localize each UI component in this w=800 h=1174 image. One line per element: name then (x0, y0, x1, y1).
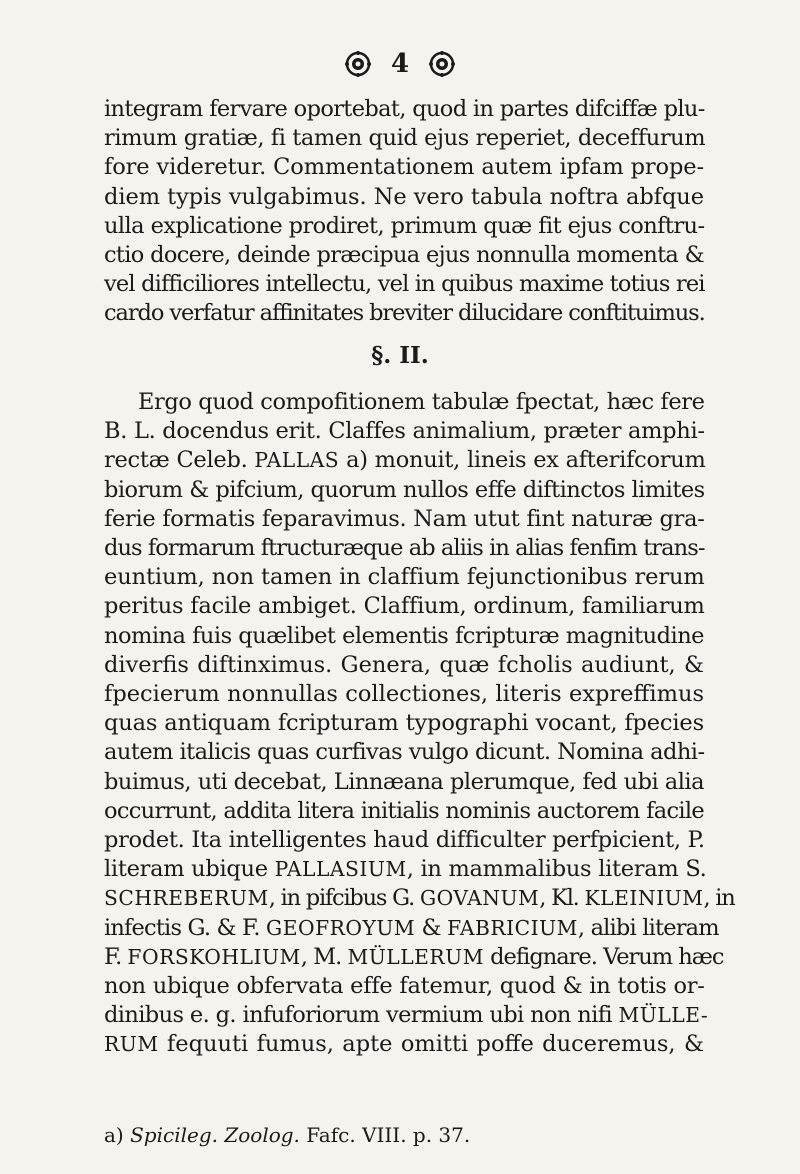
line-text (104, 855, 707, 884)
text-segment: , alibi literam (577, 914, 719, 941)
author-name: GOVANUM (419, 886, 540, 911)
text-line (104, 855, 707, 884)
text-line (104, 446, 704, 475)
paragraph-main (104, 388, 735, 1060)
text-segment: , Kl. (539, 885, 585, 912)
text-line (104, 943, 724, 972)
line-text: B. L. docendus erit. Claffes animalium, præter amphi- (104, 418, 705, 445)
text-line (104, 299, 704, 328)
footnote (104, 1123, 470, 1147)
text-line (104, 241, 704, 270)
line-text: ferie formatis feparavimus. Nam utut fint naturæ gra- (104, 505, 705, 532)
line-text: prodet. Ita intelligentes haud difficulter perfpicient, P. (104, 827, 705, 854)
text-line (104, 1030, 704, 1059)
text-line (104, 768, 704, 797)
text-line (104, 153, 704, 182)
text-segment: , in mammalibus literam S. (406, 856, 707, 883)
text-segment: a) monuit, lineis ex afterifcorum (339, 447, 706, 474)
line-text: peritus facile ambiget. Claffium, ordinum, familiarum (104, 593, 705, 620)
line-text: cardo verfatur affinitates breviter dilucidare conftituimus. (104, 300, 705, 327)
text-segment: defignare. Verum hæc (483, 943, 724, 970)
line-text: fore videretur. Commentationem autem ipfam prope- (104, 154, 704, 181)
text-segment: , in pifcibus G. (268, 885, 420, 912)
line-text: non ubique obfervata effe fatemur, quod & in totis or- (104, 973, 705, 1000)
line-text: diverfis diftinximus. Genera, quæ fcholis audiunt, & (104, 651, 704, 678)
line-text (104, 1030, 704, 1059)
author-name: KLEINIUM (584, 886, 704, 911)
line-text: fpecierum nonnullas collectiones, literis expreffimus (104, 681, 704, 708)
line-text: nomina fuis quælibet elementis fcripturæ magnitudine (104, 622, 704, 649)
line-text (104, 943, 724, 972)
line-text (104, 446, 706, 475)
text-segment: fequuti fumus, apte omitti poffe duceremus, & (158, 1031, 704, 1058)
text-segment: literam ubique (104, 856, 275, 883)
text-segment: infectis G. & F. (104, 914, 267, 941)
text-line (104, 972, 704, 1001)
text-line (104, 95, 704, 124)
line-text: rimum gratiæ, fi tamen quid ejus reperiet, deceffurum (104, 125, 706, 152)
line-text: euntium, non tamen in claffium fejunctionibus rerum (104, 564, 705, 591)
left-ornament-icon (345, 51, 371, 77)
text-line (104, 417, 704, 446)
author-name: MÜLLERUM (347, 944, 484, 969)
text-line (104, 651, 704, 680)
author-name: SCHREBERUM (104, 886, 269, 911)
line-text: biorum & pifcium, quorum nullos effe diftinctos limites (104, 476, 705, 503)
footnote-marker: a) (104, 1123, 124, 1147)
line-text: ctio docere, deinde præcipua ejus nonnulla momenta & (104, 242, 704, 269)
footnote-source: Spicileg. Zoolog. (130, 1123, 300, 1147)
author-name: PALLAS (254, 448, 340, 473)
text-segment: rectæ Celeb. (104, 447, 255, 474)
line-text: dus formarum ftructuræque ab aliis in alias fenfim trans- (104, 535, 705, 562)
author-name: RUM (104, 1032, 159, 1057)
text-line (104, 680, 704, 709)
text-line (104, 709, 704, 738)
footnote-reference: Fafc. VIII. p. 37. (306, 1123, 471, 1147)
text-line (104, 592, 704, 621)
text-line (104, 476, 704, 505)
text-line (104, 563, 704, 592)
section-heading: §. II. (371, 342, 429, 369)
text-line (104, 124, 704, 153)
text-segment: & (415, 914, 448, 941)
author-name: FABRICIUM (447, 915, 578, 940)
author-name: FORSKOHLIUM (127, 944, 301, 969)
text-line (104, 797, 704, 826)
line-text: ulla explicatione prodiret, primum quæ fit ejus conftru- (104, 212, 705, 239)
line-text: occurrunt, addita litera initialis nominis auctorem facile (104, 797, 704, 824)
text-line (104, 270, 704, 299)
text-line (104, 1001, 709, 1030)
author-name: PALLASIUM (274, 857, 407, 882)
line-text: autem italicis quas curfivas vulgo dicunt. Nomina adhi- (104, 739, 705, 766)
text-segment: dinibus e. g. infuforiorum vermium ubi non nifi (104, 1002, 619, 1029)
line-text (104, 914, 719, 943)
text-line (104, 388, 704, 417)
line-text: vel difficiliores intellectu, vel in quibus maxime totius rei (104, 271, 705, 298)
text-line (104, 884, 735, 913)
text-line (104, 914, 719, 943)
line-text: integram fervare oportebat, quod in partes difciffæ plu- (104, 96, 705, 122)
paragraph-intro (104, 95, 704, 329)
text-line (104, 738, 704, 767)
page-number: 4 (390, 49, 410, 79)
line-text (104, 1001, 708, 1030)
right-ornament-icon (429, 51, 455, 77)
line-text: buimus, uti decebat, Linnæana plerumque, fed ubi alia (104, 768, 704, 795)
line-text: Ergo quod compofitionem tabulæ fpectat, hæc fere (138, 389, 705, 415)
author-name: MÜLLE- (618, 1003, 709, 1028)
line-text: diem typis vulgabimus. Ne vero tabula noftra abfque (104, 183, 704, 210)
text-line (104, 534, 704, 563)
text-line (104, 622, 704, 651)
text-line (104, 826, 704, 855)
text-segment: , in (703, 885, 735, 912)
author-name: GEOFROYUM (266, 915, 416, 940)
text-line (104, 212, 704, 241)
text-segment: , M. (300, 943, 348, 970)
text-line (104, 505, 704, 534)
line-text: quas antiquam fcripturam typographi vocant, fpecies (104, 710, 704, 737)
text-line (104, 183, 704, 212)
line-text (104, 884, 735, 913)
page-header (0, 44, 800, 84)
text-segment: F. (104, 943, 128, 970)
